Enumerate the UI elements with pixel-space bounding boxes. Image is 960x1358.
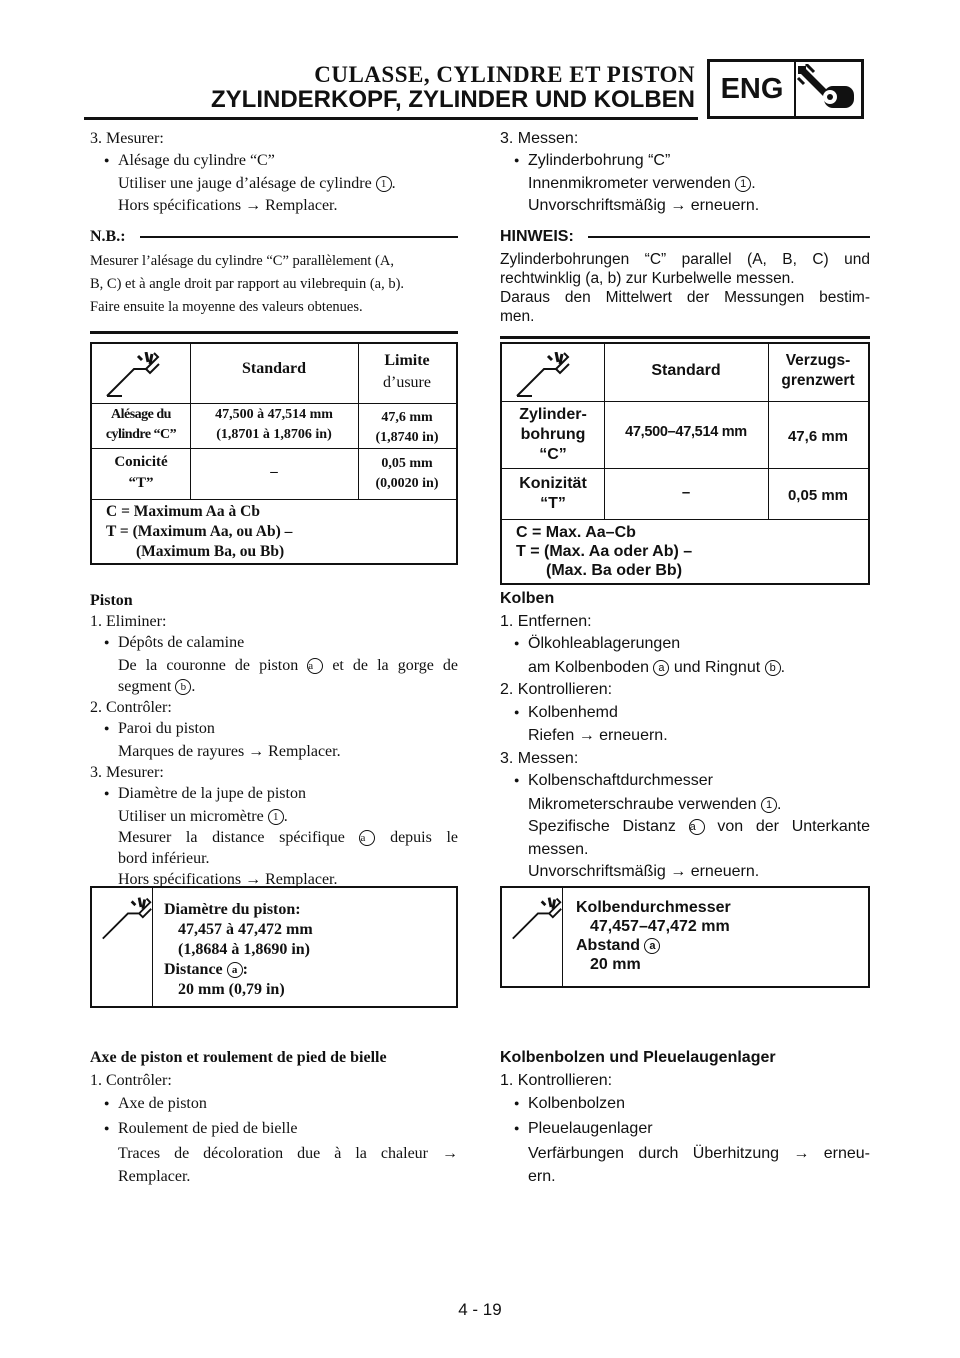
step: 1. Eliminer: [90, 613, 167, 630]
step: 3. Messen: [500, 749, 579, 767]
text: “C” [539, 446, 567, 463]
row-taper-standard: – [681, 484, 691, 501]
note-header [500, 226, 870, 248]
step-measure: 3. Messen: [500, 130, 579, 147]
pin-section-de [500, 1046, 870, 1188]
note-label: N.B.: [90, 228, 126, 245]
instruction-line [90, 806, 458, 827]
row-taper-label [92, 452, 190, 494]
note-line: Daraus den Mittelwert der Messungen bestim- [500, 288, 870, 306]
text: : [242, 961, 248, 978]
header-standard: Standard [651, 362, 721, 379]
instruction-line [90, 676, 458, 697]
pin-section-fr [90, 1046, 458, 1188]
text: . [751, 175, 756, 192]
bullet-bore: ● Zylinderbohrung “C” [500, 150, 870, 174]
text: Verzugs- [785, 352, 851, 369]
piston-spec-box-fr [90, 886, 458, 1008]
bullet: ● Kolbenbolzen [500, 1092, 870, 1117]
text: Zylinder- [519, 406, 587, 423]
header-limit [768, 351, 868, 391]
instruction-line [90, 655, 458, 676]
piston-spec-text [164, 900, 313, 1000]
note-rule [588, 236, 870, 238]
ref-letter: a [227, 962, 243, 978]
text: . [283, 808, 288, 825]
text: depuis le [375, 829, 459, 846]
step: 3. Mesurer: [90, 764, 164, 781]
bullet: ● Ölkohleablagerungen [500, 633, 870, 657]
text: Mesurer la distance spécifique [118, 829, 360, 846]
formula-line: (Max. Ba oder Bb) [546, 562, 683, 579]
text: Conicité [114, 454, 168, 470]
instruction-line [500, 173, 870, 195]
engine-wrench-icon [796, 64, 860, 114]
text: Abstand [576, 937, 645, 954]
text: et de la gorge de [323, 657, 459, 674]
section-title: Axe de piston et roulement de pied de bielle [90, 1049, 387, 1066]
instruction-line: bord inférieur. [118, 850, 210, 867]
formula-block [106, 502, 292, 562]
step: 2. Kontrollieren: [500, 681, 613, 698]
section-tag-box [707, 59, 864, 119]
step: 1. Kontrollieren: [500, 1072, 613, 1089]
step: 1. Entfernen: [500, 612, 592, 630]
row-bore-label [502, 405, 604, 465]
text: Limite [384, 352, 430, 369]
note-line: B, C) et à angle droit par rapport au vilebrequin (a, b). [90, 275, 405, 292]
instruction-line: messen. [528, 840, 589, 858]
bullet: ● Kolbenschaftdurchmesser [500, 770, 870, 794]
ref-letter: a [689, 819, 705, 835]
instruction-line [90, 827, 458, 848]
instruction-line: Traces de décoloration due à la chaleur → [118, 1145, 458, 1162]
header-rule [84, 117, 698, 120]
instruction-line: Hors spécifications → Remplacer. [118, 196, 338, 214]
bullet: ● Roulement de pied de bielle [90, 1117, 458, 1142]
formula-line: C = Max. Aa–Cb [516, 524, 636, 541]
text: Spezifische Distanz [528, 818, 689, 835]
german-column [500, 128, 870, 339]
spec-table-fr [90, 342, 458, 565]
text: und Ringnut [669, 658, 765, 676]
note-label: HINWEIS: [500, 228, 574, 245]
spec-line: 47,457–47,472 mm [590, 918, 730, 935]
formula-line: T = (Max. Aa oder Ab) – [516, 543, 693, 560]
instruction-line: ern. [528, 1168, 556, 1185]
text: “T” [128, 475, 154, 491]
instruction-line [500, 657, 870, 680]
page-number: 4 - 19 [458, 1300, 502, 1319]
text: . [191, 678, 196, 695]
note-bottom-rule [90, 331, 458, 334]
bullet: ● Dépôts de calamine [90, 632, 458, 655]
bullet: ● Diamètre de la jupe de piston [90, 783, 458, 806]
note-line: Faire ensuite la moyenne des valeurs obtenues. [90, 298, 363, 315]
text: De la couronne de piston [118, 657, 308, 674]
text: . [780, 658, 786, 676]
row-taper-limit: 0,05 mm [787, 487, 849, 504]
note-line: Zylinderbohrungen “C” parallel (A, B, C) und [500, 250, 870, 268]
section-title: Piston [90, 592, 133, 609]
instruction-line: Remplacer. [118, 1168, 191, 1185]
spec-table-de [500, 342, 870, 585]
text: (0,0020 in) [375, 476, 439, 491]
row-taper-standard: – [270, 464, 278, 480]
text: cylindre “C” [105, 427, 177, 442]
text: bohrung [520, 426, 586, 443]
header-standard: Standard [241, 360, 307, 377]
spec-wrench-icon [100, 896, 154, 944]
text: Utiliser un micromètre [118, 808, 268, 825]
piston-section-de [500, 588, 870, 884]
instruction-line: Unvorschriftsmäßig → erneuern. [528, 863, 760, 880]
step: 1. Contrôler: [90, 1072, 172, 1089]
step: 2. Contrôler: [90, 699, 172, 716]
spec-line: 20 mm (0,79 in) [178, 981, 285, 998]
spec-line: 20 mm [590, 956, 641, 973]
text: “T” [540, 495, 566, 512]
text: . [391, 175, 396, 192]
spec-line: 47,457 à 47,472 mm [178, 921, 313, 938]
piston-spec-box-de [500, 886, 870, 988]
text: Distance [164, 961, 227, 978]
text: am Kolbenboden [528, 658, 654, 676]
row-taper-label [502, 474, 604, 514]
instruction-line [500, 816, 870, 839]
bullet-bore: ● Alésage du cylindre “C” [90, 150, 458, 174]
text: grenzwert [781, 372, 855, 389]
ref-number: 1 [268, 809, 284, 825]
ref-letter: b [765, 660, 781, 676]
section-tag-label: ENG [710, 62, 796, 116]
formula-line: C = Maximum Aa à Cb [106, 503, 260, 520]
text: d’usure [383, 374, 431, 391]
note-rule [140, 236, 458, 238]
instruction-line: Unvorschriftsmäßig → erneuern. [528, 196, 760, 214]
text: (1,8740 in) [375, 430, 439, 445]
ref-letter: a [359, 830, 375, 846]
spec-wrench-icon [510, 896, 564, 944]
row-bore-limit [358, 408, 456, 448]
piston-section-fr [90, 590, 458, 890]
spec-line: Diamètre du piston: [164, 901, 301, 918]
bullet: ● Pleuelaugenlager [500, 1117, 870, 1142]
note-line: men. [500, 307, 535, 325]
row-bore-limit: 47,6 mm [787, 428, 849, 445]
ref-number: 1 [761, 797, 777, 813]
text: (1,8701 à 1,8706 in) [216, 427, 332, 442]
header-title-fr: CULASSE, CYLINDRE ET PISTON [314, 62, 695, 87]
spec-line: Kolbendurchmesser [576, 899, 731, 916]
note-body [500, 250, 870, 326]
row-taper-limit [358, 454, 456, 494]
ref-number: 1 [376, 176, 392, 192]
bullet: ● Axe de piston [90, 1092, 458, 1117]
text: 47,500 à 47,514 mm [215, 407, 333, 422]
instruction-line [500, 794, 870, 817]
text: Innenmikrometer verwenden [528, 175, 736, 192]
instruction-line: Marques de rayures → Remplacer. [118, 743, 341, 760]
row-bore-standard [190, 405, 358, 445]
text: segment [118, 678, 176, 695]
bullet: ● Kolbenhemd [500, 702, 870, 726]
instruction-line [90, 173, 458, 195]
ref-letter: a [307, 658, 323, 674]
note-header [90, 226, 458, 248]
piston-spec-text [576, 898, 731, 974]
ref-number: 1 [735, 176, 751, 192]
note-line: Mesurer l’alésage du cylindre “C” parallèlement (A, [90, 252, 394, 269]
note-body [90, 250, 458, 319]
spec-wrench-icon [514, 352, 572, 400]
text: Mikrometerschraube verwenden [528, 795, 761, 813]
text: von der Unterkante [704, 818, 870, 835]
ref-letter: a [653, 660, 669, 676]
spec-line: (1,8684 à 1,8690 in) [178, 941, 310, 958]
formula-line: T = (Maximum Aa, ou Ab) – [106, 523, 293, 540]
text: 47,6 mm [381, 410, 433, 425]
text: Alésage du [111, 407, 171, 422]
formula-line: (Maximum Ba, ou Bb) [136, 543, 285, 560]
bullet: ● Paroi du piston [90, 718, 458, 741]
header-limit [358, 350, 456, 394]
text: . [777, 795, 782, 813]
instruction-line: Hors spécifications → Remplacer. [118, 871, 338, 888]
note-line: rechtwinklig (a, b) zur Kurbelwelle messen. [500, 269, 795, 287]
ref-letter: a [644, 938, 660, 954]
note-bottom-rule [500, 336, 870, 339]
instruction-line: Riefen → erneuern. [528, 727, 668, 744]
ref-letter: b [175, 679, 191, 695]
step-measure: 3. Mesurer: [90, 130, 164, 147]
section-title: Kolbenbolzen und Pleuelaugenlager [500, 1049, 776, 1066]
text: Konizität [519, 475, 587, 492]
spec-wrench-icon [104, 352, 162, 400]
text: Utiliser une jauge d’alésage de cylindre [118, 175, 376, 192]
header-title-de: ZYLINDERKOPF, ZYLINDER UND KOLBEN [210, 86, 695, 113]
section-title: Kolben [500, 590, 555, 607]
text: 0,05 mm [381, 456, 433, 471]
instruction-line: Verfärbungen durch Überhitzung → erneu- [528, 1145, 870, 1162]
french-column [90, 128, 458, 334]
formula-block [516, 523, 692, 580]
row-bore-label [92, 405, 190, 445]
row-bore-standard: 47,500–47,514 mm [625, 424, 747, 440]
